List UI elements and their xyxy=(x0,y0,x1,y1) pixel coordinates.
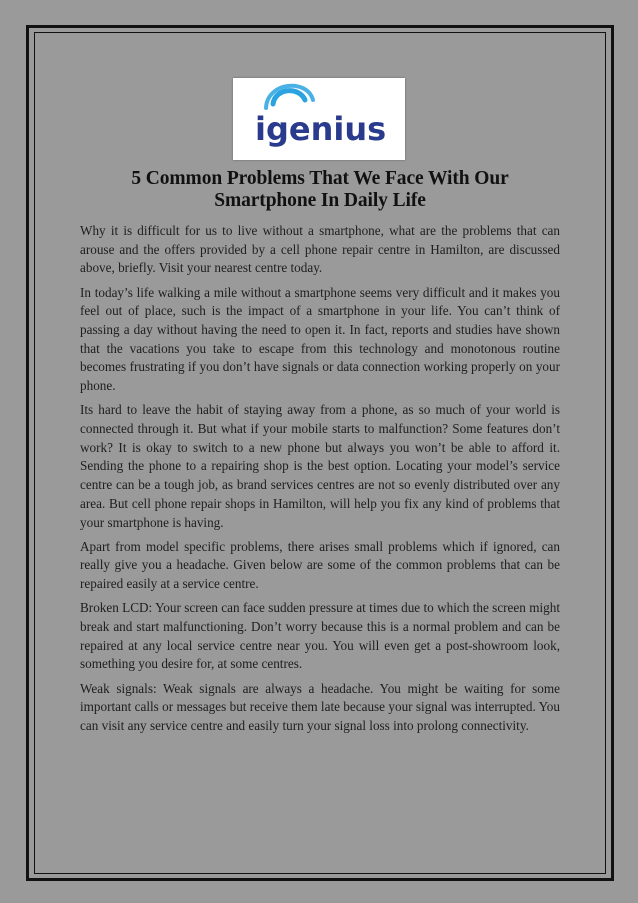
paragraph-small-problems: Apart from model specific problems, there arises small problems which if ignored, can really give you a headache. Given below are some of the common problems that can be repaired easily at a service centre. xyxy=(80,538,560,592)
logo-arc-icon xyxy=(273,91,305,104)
document-body xyxy=(80,168,560,741)
paragraph-todays-life: In today’s life walking a mile without a smartphone seems very difficult and it makes you feel out of place, such is the impact of a smartphone in your life. You can’t think of passing a day without having the need to open it. In fact, reports and studies have shown that the vacations you take to escape from this technology and monotonous routine becomes frustrating if you don’t have signals or data connection working properly on your phone. xyxy=(80,284,560,394)
logo-text: igenius xyxy=(255,110,387,148)
paragraph-broken-lcd: Broken LCD: Your screen can face sudden pressure at times due to which the screen might break and start malfunctioning. Don’t worry because this is a normal problem and can be repaired at any local service centre near you. You will even get a post-showroom look, something you desire for, at some centres. xyxy=(80,600,560,672)
document-title: 5 Common Problems That We Face With Our Smartphone In Daily Life xyxy=(131,168,509,211)
paragraph-habit: Its hard to leave the habit of staying away from a phone, as so much of your world is connected through it. But what if your mobile starts to malfunction? Some features don’t work? It is okay to switch to a new phone but always you won’t be able to afford it. Sending the phone to a repairing shop is the best option. Locating your model’s service centre can be a tough job, as brand services centres are not so evenly distributed over any area. But cell phone repair shops in Hamilton, will help you fix any kind of problems that your smartphone is having. xyxy=(80,402,560,530)
paragraph-intro: Why it is difficult for us to live without a smartphone, what are the problems that can arouse and the offers provided by a cell phone repair centre in Hamilton, are discussed above, briefly. Visit your nearest centre today. xyxy=(80,223,560,276)
paragraph-weak-signals: Weak signals: Weak signals are always a headache. You might be waiting for some important calls or messages but receive them late because your signal was interrupted. You can visit any service centre and easily turn your signal loss into prolong connectivity. xyxy=(80,680,560,734)
igenius-logo xyxy=(233,78,405,160)
